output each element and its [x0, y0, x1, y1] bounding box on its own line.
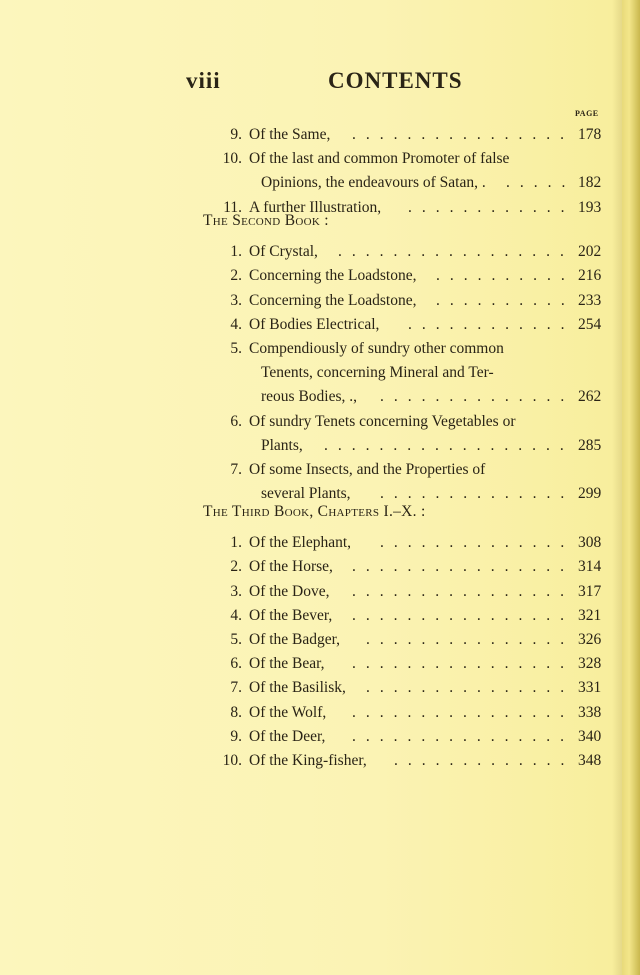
- leader-dots: ................: [352, 606, 574, 624]
- chapter-number: 5.: [230, 631, 242, 648]
- toc-line: [0, 434, 622, 458]
- toc-line: [0, 361, 622, 385]
- chapter-number: 7.: [230, 461, 242, 478]
- leader-dots: ..............: [380, 485, 575, 503]
- page-reference: 182: [578, 174, 602, 192]
- chapter-title: Tenents, concerning Mineral and Ter-: [261, 364, 494, 382]
- chapter-number: 11.: [223, 198, 242, 216]
- page-reference: 314: [578, 558, 602, 576]
- page-reference: 193: [578, 198, 602, 216]
- chapter-number: 10.: [222, 752, 242, 769]
- page-reference: 262: [578, 388, 602, 406]
- chapter-title: Concerning the Loadstone,: [249, 291, 417, 309]
- page-reference: 348: [578, 752, 602, 769]
- leader-dots: ................: [352, 126, 574, 143]
- leader-dots: ................: [352, 727, 574, 745]
- leader-dots: .............: [394, 752, 575, 769]
- chapter-number: 4.: [230, 606, 242, 624]
- page-reference: 216: [578, 267, 602, 285]
- leader-dots: ................: [352, 655, 574, 673]
- toc-line: [0, 701, 622, 725]
- toc-line: [0, 531, 622, 555]
- chapter-title: Of Crystal,: [249, 243, 318, 261]
- toc-line: [0, 289, 622, 313]
- toc-line: [0, 337, 622, 361]
- toc-line: [0, 628, 622, 652]
- page-reference: 254: [578, 315, 602, 333]
- section-heading: The Second Book :: [203, 212, 329, 229]
- chapter-title: reous Bodies, .,: [261, 388, 358, 406]
- section-heading: The Third Book, Chapters I.–X. :: [203, 503, 426, 520]
- chapter-title: Concerning the Loadstone,: [249, 267, 417, 285]
- toc-line: [0, 264, 622, 288]
- page-column-label: PAGE: [575, 109, 599, 118]
- chapter-title: Of the last and common Promoter of false: [249, 150, 510, 168]
- toc-line: [0, 555, 622, 579]
- chapter-number: 6.: [230, 412, 242, 430]
- page-reference: 328: [578, 655, 602, 673]
- chapter-title: Of the Dove,: [249, 582, 330, 600]
- chapter-title: Opinions, the endeavours of Satan, .: [261, 174, 486, 192]
- chapter-number: 6.: [230, 655, 242, 673]
- chapter-number: 1.: [230, 243, 242, 261]
- toc-line: [0, 410, 622, 434]
- leader-dots: ...............: [366, 679, 575, 697]
- chapter-title: several Plants,: [261, 485, 351, 503]
- chapter-title: Of the Horse,: [249, 558, 333, 576]
- chapter-number: 1.: [230, 534, 242, 552]
- page-title: CONTENTS: [328, 68, 463, 93]
- leader-dots: ..............: [380, 388, 575, 406]
- toc-line: [0, 240, 622, 264]
- chapter-number: 3.: [230, 291, 242, 309]
- chapter-title: Of sundry Tenets concerning Vegetables or: [249, 412, 516, 430]
- leader-dots: ................: [352, 703, 574, 721]
- leader-dots: .....: [506, 174, 576, 192]
- chapter-number: 10.: [222, 150, 242, 168]
- chapter-number: 8.: [230, 703, 242, 721]
- page-reference: 299: [578, 485, 602, 503]
- toc-line: [0, 580, 622, 604]
- page-reference: 338: [578, 703, 602, 721]
- leader-dots: ................: [352, 582, 574, 600]
- chapter-title: Of the Badger,: [249, 631, 341, 648]
- leader-dots: ..........: [436, 267, 575, 285]
- chapter-title: Of the Deer,: [249, 727, 326, 745]
- page-reference: 340: [578, 727, 602, 745]
- chapter-title: Of the Bever,: [249, 606, 333, 624]
- leader-dots: ................: [352, 558, 574, 576]
- toc-line: [0, 123, 622, 147]
- page-reference: 178: [578, 126, 602, 143]
- page-reference: 321: [578, 606, 602, 624]
- page-header: [0, 68, 622, 102]
- toc-line: [0, 604, 622, 628]
- page-reference: 326: [578, 631, 602, 648]
- chapter-number: 3.: [230, 582, 242, 600]
- chapter-title: Of Bodies Electrical,: [249, 315, 380, 333]
- leader-dots: ...............: [366, 631, 575, 648]
- leader-dots: ............: [408, 315, 575, 333]
- page-reference: 285: [578, 436, 602, 454]
- toc-line: [0, 385, 622, 409]
- chapter-title: A further Illustration,: [249, 198, 382, 216]
- leader-dots: ............: [408, 198, 575, 216]
- chapter-number: 9.: [230, 727, 242, 745]
- chapter-title: Of the King-fisher,: [249, 752, 367, 769]
- page-edge: [622, 0, 640, 975]
- page-reference: 202: [578, 243, 602, 261]
- page-reference: 308: [578, 534, 602, 552]
- toc-line: [0, 171, 622, 195]
- chapter-title: Of some Insects, and the Properties of: [249, 461, 486, 478]
- toc-line: [0, 652, 622, 676]
- page-reference: 331: [578, 679, 602, 697]
- chapter-title: Of the Bear,: [249, 655, 325, 673]
- chapter-title: Of the Elephant,: [249, 534, 352, 552]
- toc-line: [0, 458, 622, 482]
- chapter-title: Of the Basilisk,: [249, 679, 346, 697]
- toc-line: [0, 147, 622, 171]
- chapter-title: Compendiously of sundry other common: [249, 340, 504, 357]
- leader-dots: ..................: [324, 436, 574, 454]
- page-number: viii: [186, 68, 221, 93]
- page-reference: 233: [578, 291, 602, 309]
- toc-line: [0, 725, 622, 749]
- chapter-number: 2.: [230, 558, 242, 576]
- leader-dots: ..........: [436, 291, 575, 309]
- toc-line: [0, 676, 622, 700]
- toc-line: [0, 749, 622, 773]
- chapter-title: Plants,: [261, 436, 303, 454]
- chapter-number: 7.: [230, 679, 242, 697]
- leader-dots: ..............: [380, 534, 575, 552]
- chapter-number: 4.: [230, 315, 242, 333]
- chapter-title: Of the Same,: [249, 126, 331, 143]
- leader-dots: .................: [338, 243, 574, 261]
- chapter-title: Of the Wolf,: [249, 703, 327, 721]
- page-reference: 317: [578, 582, 602, 600]
- toc-line: [0, 313, 622, 337]
- chapter-number: 5.: [230, 340, 242, 357]
- chapter-number: 9.: [230, 126, 242, 143]
- chapter-number: 2.: [230, 267, 242, 285]
